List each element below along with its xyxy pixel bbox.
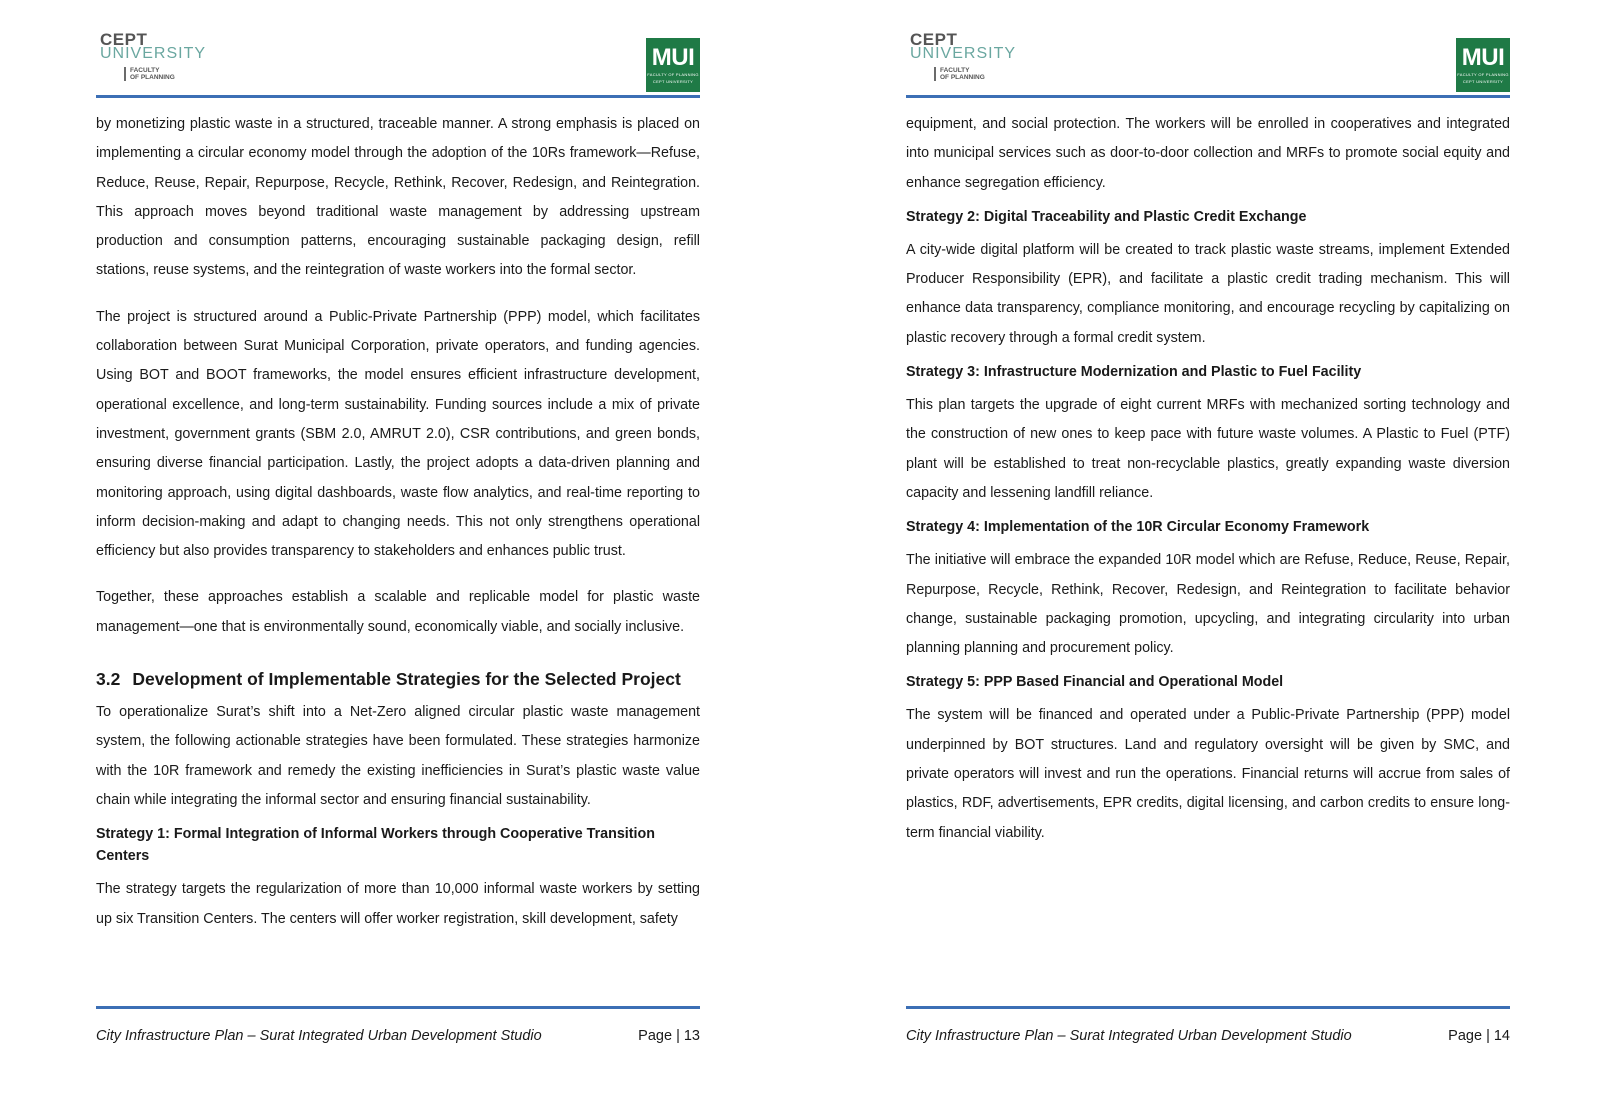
cept-logo-university-text: UNIVERSITY xyxy=(910,45,1017,62)
paragraph: by monetizing plastic waste in a structured, traceable manner. A strong emphasis is placed on implementing a circular economy model through the adoption of the 10Rs framework—Refuse, Reduce, Reuse, Repair, Repurpose, Recycle, Rethink, Recover, Redesign, and Reintegration. This approach moves beyond traditional waste management by addressing upstream production and consumption patterns, encouraging sustainable packaging design, refill stations, reuse systems, and the reintegration of waste workers into the formal sector. xyxy=(96,116,700,279)
mui-logo-subtext-2: CEPT UNIVERSITY xyxy=(1462,79,1504,84)
mui-logo-subtext: FACULTY OF PLANNING xyxy=(1457,72,1509,77)
cept-logo-bar xyxy=(124,67,126,81)
paragraph: The strategy targets the regularization of more than 10,000 informal waste workers by setting up six Transition Centers. The centers will offer worker registration, skill development, safety xyxy=(96,881,700,927)
paragraph: The system will be financed and operated under a Public-Private Partnership (PPP) model underpinned by BOT structures. Land and regulatory oversight will be given by SMC, and private operators will invest and run the operations. Financial returns will accrue from sales of plastics, RDF, advertisements, EPR credits, digital licensing, and carbon credits to ensure long-term financial viability. xyxy=(906,707,1510,841)
cept-faculty-line2: OF PLANNING xyxy=(940,74,985,81)
cept-faculty-line1: FACULTY xyxy=(940,67,970,74)
mui-logo-text: MUI xyxy=(1461,44,1505,71)
mui-logo xyxy=(1456,38,1510,92)
paragraph: To operationalize Surat’s shift into a Net-Zero aligned circular plastic waste management system, the following actionable strategies have been formulated. These strategies harmonize with the 10R framework and remedy the existing inefficiencies in Surat’s plastic waste value chain while integrating the informal sector and ensuring financial sustainability. xyxy=(96,704,700,808)
cept-logo-text: CEPT xyxy=(100,30,148,49)
paragraph: The project is structured around a Public-Private Partnership (PPP) model, which facilitates collaboration between Surat Municipal Corporation, private operators, and funding agencies. Using BOT and BOOT frameworks, the model ensures efficient infrastructure development, operational excellence, and long-term sustainability. Funding sources include a mix of private investment, government grants (SBM 2.0, AMRUT 2.0), CSR contributions, and green bonds, ensuring diverse financial participation. Lastly, the project adopts a data-driven planning and monitoring approach, using digital dashboards, waste flow analytics, and real-time reporting to inform decision-making and adapt to changing needs. This not only strengthens operational efficiency but also provides transparency to stakeholders and enhances public trust. xyxy=(96,308,700,560)
strategy-heading: Strategy 3: Infrastructure Modernization and Plastic to Fuel Facility xyxy=(906,364,1362,381)
page-body xyxy=(906,110,1510,848)
paragraph: Together, these approaches establish a scalable and replicable model for plastic waste management—one that is environmentally sound, economically viable, and socially inclusive. xyxy=(96,589,700,635)
cept-logo-faculty xyxy=(940,67,985,81)
cept-faculty-line2: OF PLANNING xyxy=(130,74,175,81)
page-header xyxy=(96,30,700,98)
mui-logo-subtext: FACULTY OF PLANNING xyxy=(647,72,699,77)
paragraph: The initiative will embrace the expanded 10R model which are Refuse, Reduce, Reuse, Repair, Repurpose, Recycle, Rethink, Recover, Redesign, and Reintegration to facilitate behavior change, sustainable packaging promotion, upcycling, and integrating circularity into urban planning planning and procurement policy. xyxy=(906,552,1510,657)
mui-logo-text: MUI xyxy=(651,44,695,71)
footer-title: City Infrastructure Plan – Surat Integrated Urban Development Studio xyxy=(906,1028,1352,1044)
footer-title: City Infrastructure Plan – Surat Integrated Urban Development Studio xyxy=(96,1028,542,1044)
cept-logo-text: CEPT xyxy=(910,30,958,49)
page-number: Page | 13 xyxy=(638,1028,700,1044)
cept-logo-bar xyxy=(934,67,936,81)
header-divider xyxy=(906,95,1510,98)
mui-logo-subtext-2: CEPT UNIVERSITY xyxy=(652,79,694,84)
cept-faculty-line1: FACULTY xyxy=(130,67,160,74)
strategy-heading: Strategy 2: Digital Traceability and Plastic Credit Exchange xyxy=(906,208,1307,225)
cept-logo-faculty xyxy=(130,67,175,81)
section-heading xyxy=(96,666,700,692)
cept-university-logo xyxy=(910,30,1050,90)
strategy-heading: Strategy 4: Implementation of the 10R Circular Economy Framework xyxy=(906,519,1370,536)
paragraph: A city-wide digital platform will be created to track plastic waste streams, implement Extended Producer Responsibility (EPR), and facilitate a plastic credit trading mechanism. This will enhance data transparency, compliance monitoring, and encourage recycling by capitalizing on plastic recovery through a formal credit system. xyxy=(906,241,1510,346)
page-14 xyxy=(810,0,1600,1120)
page-number: Page | 14 xyxy=(1448,1028,1510,1044)
section-number: 3.2 xyxy=(96,669,121,690)
page-body xyxy=(96,110,700,934)
footer-divider xyxy=(96,1006,700,1009)
cept-university-logo xyxy=(100,30,240,90)
page-header xyxy=(906,30,1510,98)
paragraph: This plan targets the upgrade of eight current MRFs with mechanized sorting technology and the construction of new ones to keep pace with future waste volumes. A Plastic to Fuel (PTF) plant will be established to treat non-recyclable plastics, greatly expanding waste diversion capacity and lessening landfill reliance. xyxy=(906,397,1510,501)
header-divider xyxy=(96,95,700,98)
section-title: Development of Implementable Strategies for the Selected Project xyxy=(132,669,681,690)
strategy-heading: Strategy 5: PPP Based Financial and Operational Model xyxy=(906,674,1284,691)
cept-logo-university-text: UNIVERSITY xyxy=(100,45,207,62)
paragraph: equipment, and social protection. The workers will be enrolled in cooperatives and integrated into municipal services such as door-to-door collection and MRFs to promote social equity and enhance segregation efficiency. xyxy=(906,116,1510,191)
mui-logo xyxy=(646,38,700,92)
footer-divider xyxy=(906,1006,1510,1009)
strategy-heading: Strategy 1: Formal Integration of Informal Workers through Cooperative Transition Centers xyxy=(96,826,655,865)
